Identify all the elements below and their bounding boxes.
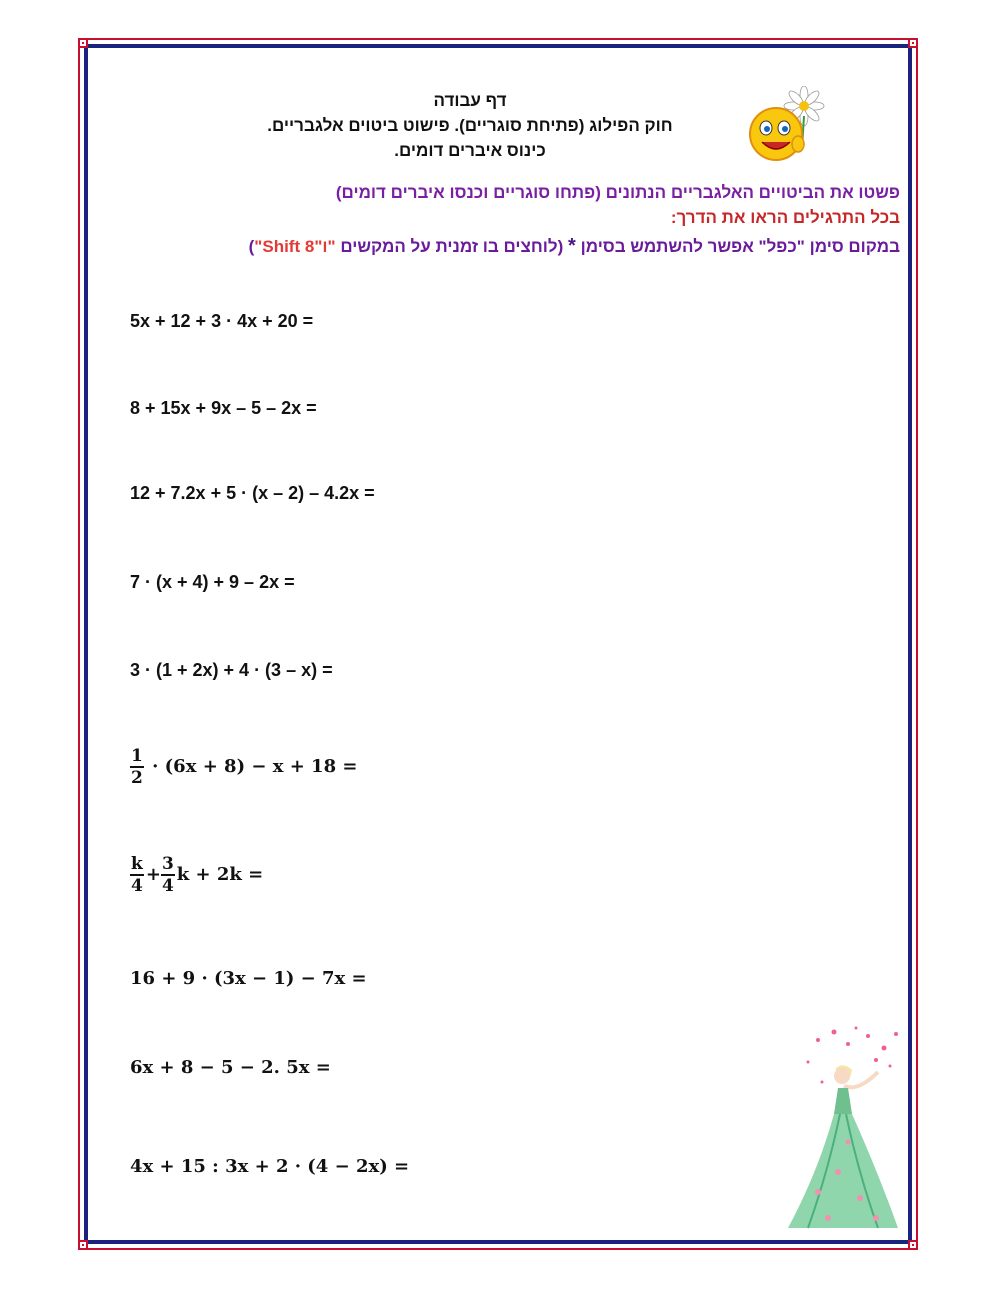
exercise-8: 16 + 9 · (3x − 1) − 7x = [130,968,367,989]
corner-ornament-bl [78,1240,88,1250]
instruction-multiply-sign [249,235,900,258]
worksheet-header [150,88,790,163]
worksheet-title: דף עבודה [433,91,507,110]
princess-illustration [748,1022,908,1236]
exercise-6-rest: · (6x + 8) − x + 18 = [152,756,358,777]
exercise-6 [130,746,357,788]
exercise-4: 7 · (x + 4) + 9 – 2x = [130,572,295,592]
fraction-numerator: 3 [161,854,174,874]
asterisk-symbol: * [568,235,576,257]
exercise-10: 4x + 15 : 3x + 2 · (4 − 2x) = [130,1156,410,1177]
fraction-numerator: 1 [131,746,143,766]
fraction-one-half [130,746,144,788]
fraction-three-quarters [161,854,175,896]
keys-hint: "Shift ו"8" [254,237,336,256]
fraction-denominator: 2 [131,768,143,788]
corner-ornament-br [908,1240,918,1250]
corner-ornament-tl [78,38,88,48]
instruction-text-b: (לוחצים בו זמנית על המקשים [340,237,564,256]
instruction-text-c: ) [248,237,255,256]
instruction-text-a: במקום סימן "כפל" אפשר להשתמש בסימן [580,237,900,256]
exercise-5: 3 · (1 + 2x) + 4 · (3 – x) = [130,660,333,680]
fraction-k-quarter [130,854,144,896]
worksheet-subtitle-2: כינוס איברים דומים. [394,141,546,160]
exercise-1: 5x + 12 + 3 · 4x + 20 = [130,311,314,331]
fraction-numerator: k [131,854,143,874]
instruction-show-work: בכל התרגילים הראו את הדרך: [670,208,900,227]
fraction-denominator: 4 [161,876,174,896]
fraction-denominator: 4 [131,876,143,896]
plus-sign: + [145,864,161,885]
corner-ornament-tr [908,38,918,48]
exercise-3: 12 + 7.2x + 5 · (x – 2) – 4.2x = [130,483,375,503]
worksheet-subtitle: חוק הפילוג (פתיחת סוגריים). פישוט ביטוים אלגבריים. [267,116,673,135]
instruction-simplify: פשטו את הביטויים האלגבריים הנתונים (פתחו סוגריים וכנסו איברים דומים) [335,183,900,202]
exercise-2: 8 + 15x + 9x – 5 – 2x = [130,398,317,418]
exercise-7 [130,854,263,896]
exercise-7-rest: k + 2k = [176,864,264,885]
exercise-9: 6x + 8 − 5 − 2. 5x = [130,1057,331,1078]
